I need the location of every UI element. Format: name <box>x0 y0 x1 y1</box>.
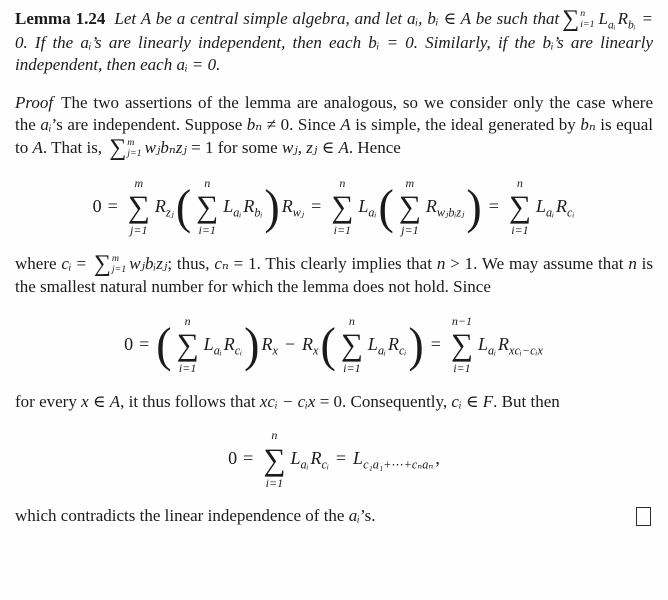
text-run: = 1 for some <box>186 137 282 157</box>
sum-limit-bottom: i=1 <box>511 223 529 238</box>
forevery-paragraph <box>15 391 653 413</box>
operator-base: L <box>290 448 301 469</box>
sum-limit-bottom: i=1 <box>333 223 352 238</box>
math-var: A <box>338 137 349 157</box>
equals-sign: = <box>139 333 150 354</box>
operator-R <box>388 333 406 357</box>
left-paren: ( <box>320 317 336 372</box>
sum-limit-bottom: j=1 <box>127 147 142 159</box>
sum-limit-top: n <box>204 175 211 190</box>
text-run: , it thus follows that <box>120 391 260 411</box>
operator-R <box>243 195 262 219</box>
sum-limit-top: m <box>111 252 120 264</box>
sum-limit-top: m <box>134 175 144 190</box>
operator-base: L <box>535 195 546 216</box>
operator-base: L <box>353 448 364 469</box>
display-sum <box>177 314 199 376</box>
operator-R <box>261 333 277 357</box>
sum-limit-bottom: i=1 <box>198 223 216 238</box>
operator-L <box>223 195 241 219</box>
math-var: wⱼbₙzⱼ <box>144 137 187 157</box>
sigma-icon: ∑ <box>263 441 286 477</box>
inline-sum <box>109 134 142 161</box>
operator-subscript: wⱼbᵢzⱼ <box>436 205 465 220</box>
sum-limit-top: n <box>516 175 523 190</box>
text-run: ∈ <box>317 137 339 157</box>
math-var: n <box>436 253 446 273</box>
sigma-icon: ∑ <box>340 327 363 363</box>
operator-base: L <box>477 333 488 354</box>
operator-base: R <box>281 195 293 216</box>
sigma-icon: ∑ <box>450 327 473 363</box>
sum-limit-bottom: j=1 <box>111 263 127 275</box>
operator-base: R <box>154 195 166 216</box>
right-paren: ) <box>244 317 260 372</box>
text-run: is the smallest natural number for which the lemma does not hold. Since <box>15 253 654 297</box>
right-paren: ) <box>408 317 424 372</box>
math-var: cᵢ <box>451 391 462 411</box>
text-run: for every <box>15 391 82 411</box>
operator-base: L <box>203 333 214 354</box>
text-run: where <box>15 253 62 273</box>
closing-line <box>15 505 653 527</box>
sum-limits <box>580 9 594 31</box>
text-run: ∈ <box>88 391 110 411</box>
operator-subscript: aᵢ <box>233 205 242 220</box>
sum-limit-top: n <box>339 175 346 190</box>
text-run: = 0. Consequently, <box>315 391 452 411</box>
math-token: 0 <box>124 333 134 354</box>
math-var: wⱼ, zⱼ <box>281 137 318 157</box>
right-paren: ) <box>466 179 482 233</box>
math-token: 0 <box>92 195 102 216</box>
sum-limits <box>112 254 126 276</box>
display-sum <box>509 176 531 238</box>
closing-paragraph <box>15 505 376 527</box>
text-run: which contradicts the linear independence of the <box>15 505 349 525</box>
math-var: aᵢ <box>40 115 52 135</box>
operator-base: R <box>302 333 314 354</box>
sum-limit-top: n <box>184 313 191 328</box>
operator-R <box>282 195 304 219</box>
math-var: aᵢ <box>348 505 360 525</box>
operator-base: R <box>556 195 568 216</box>
display-sum <box>451 314 473 376</box>
text-run: ∈ <box>461 391 483 411</box>
inline-sum <box>562 8 594 32</box>
sigma-icon: ∑ <box>398 189 421 225</box>
math-var: cᵢ <box>61 253 72 273</box>
text-run: . That is, <box>42 137 107 157</box>
sum-limit-top: n−1 <box>451 313 472 328</box>
equation-2 <box>15 314 653 376</box>
operator-subscript: wⱼ <box>292 205 305 220</box>
math-var: cₙ <box>214 253 229 273</box>
operator-L <box>598 9 616 32</box>
equation-3 <box>15 428 653 490</box>
operator-L <box>204 333 222 357</box>
operator-base: L <box>223 195 234 216</box>
sigma-icon: ∑ <box>176 327 199 363</box>
sum-limit-top: m <box>405 175 415 190</box>
sum-limit-bottom: i=1 <box>343 361 361 376</box>
display-sum <box>263 428 285 490</box>
sum-limit-top: n <box>580 8 586 20</box>
lemma-paragraph <box>15 8 653 77</box>
text-run: ’s are independent. Suppose <box>51 115 247 135</box>
proof-label: Proof <box>15 92 54 112</box>
math-var: F <box>482 391 494 411</box>
operator-R <box>311 447 329 471</box>
math-var: n <box>628 253 637 273</box>
operator-subscript: xcᵢ−cᵢx <box>509 343 543 358</box>
equals-sign: = <box>488 195 499 216</box>
sum-limit-bottom: i=1 <box>178 361 197 376</box>
sigma-icon: ∑ <box>508 189 531 225</box>
operator-subscript: c₁a₁+⋯+cₙaₙ <box>363 457 434 472</box>
equals-sign: = <box>430 333 441 354</box>
operator-L <box>353 447 433 471</box>
proof-paragraph <box>15 92 653 161</box>
display-sum <box>196 176 218 238</box>
operator-subscript: aᵢ <box>300 457 309 472</box>
text-run: ’s. <box>359 505 376 525</box>
operator-L <box>536 195 554 219</box>
where-paragraph <box>15 250 654 299</box>
sigma-icon: ∑ <box>127 189 150 225</box>
operator-subscript: cᵢ <box>567 205 575 220</box>
operator-subscript: aᵢ <box>487 343 497 358</box>
operator-R <box>155 195 174 219</box>
operator-L <box>478 333 496 357</box>
operator-base: R <box>310 448 322 469</box>
display-sum <box>341 314 363 376</box>
math-var: xcᵢ − cᵢx <box>259 391 316 411</box>
math-var: bₙ <box>246 115 263 135</box>
text-run: = 1. This clearly implies that <box>228 253 437 273</box>
text-run: The two assertions of the lemma are analogous, so we consider only the case where the <box>15 92 653 135</box>
math-var: A <box>340 115 351 135</box>
qed-box <box>636 507 651 526</box>
operator-L <box>358 195 376 219</box>
operator-subscript: x <box>272 343 278 358</box>
text-run: = 0. If the aᵢ’s are linearly independent, then each bᵢ = 0. Similarly, if the bᵢ’s are linearly independent, then each aᵢ = 0. <box>15 9 653 75</box>
operator-base: R <box>617 9 628 28</box>
operator-subscript: cᵢ <box>399 343 407 358</box>
display-sum <box>128 176 150 238</box>
operator-subscript: cᵢ <box>321 457 329 472</box>
operator-subscript: x <box>313 343 319 358</box>
minus-sign: − <box>284 333 296 354</box>
math-var: x <box>81 391 89 411</box>
operator-base: L <box>598 9 608 28</box>
operator-R <box>224 333 242 357</box>
sum-limit-bottom: i=1 <box>580 19 595 31</box>
left-paren: ( <box>156 317 172 372</box>
operator-base: R <box>425 195 437 216</box>
text-run: . But then <box>493 391 560 411</box>
text-run: Let A be a central simple algebra, and let aᵢ, bᵢ ∈ A be such that <box>114 9 560 28</box>
operator-base: R <box>223 333 235 354</box>
math-token: , <box>435 448 440 469</box>
sigma-icon: ∑ <box>93 250 111 277</box>
operator-subscript: aᵢ <box>213 343 222 358</box>
sum-limit-top: m <box>127 136 135 148</box>
operator-R <box>498 333 543 357</box>
operator-base: R <box>498 333 510 354</box>
operator-subscript: bᵢ <box>627 18 636 32</box>
text-run: ; thus, <box>167 253 215 273</box>
equals-sign: = <box>335 448 347 469</box>
operator-base: L <box>367 333 378 354</box>
inline-sum <box>93 250 127 277</box>
equation-1 <box>15 176 653 238</box>
math-token: 0 <box>228 448 238 469</box>
sigma-icon: ∑ <box>196 189 219 225</box>
text-run: is simple, the ideal generated by <box>350 115 581 135</box>
math-var: bₙ <box>580 115 596 135</box>
operator-subscript: aᵢ <box>607 18 616 32</box>
sum-limit-bottom: i=1 <box>453 361 471 376</box>
operator-subscript: bᵢ <box>254 205 263 220</box>
sum-limit-top: n <box>348 313 355 328</box>
text-run: > 1. We may assume that <box>445 253 629 273</box>
operator-base: R <box>261 333 273 354</box>
operator-subscript: cᵢ <box>234 343 243 358</box>
math-var: A <box>32 137 43 157</box>
left-paren: ( <box>175 179 192 233</box>
text-run: is equal to <box>15 115 653 157</box>
text-run: ≠ 0. Since <box>262 115 341 135</box>
display-sum <box>331 176 353 238</box>
operator-subscript: aᵢ <box>377 343 386 358</box>
right-paren: ) <box>264 179 280 233</box>
sigma-icon: ∑ <box>562 6 580 33</box>
operator-subscript: zⱼ <box>165 205 174 220</box>
sum-limits <box>127 138 141 160</box>
math-var: wⱼbᵢzⱼ <box>129 253 168 273</box>
operator-base: R <box>388 333 399 354</box>
text-run: . Hence <box>348 137 401 157</box>
sum-limit-bottom: j=1 <box>130 223 148 238</box>
sigma-icon: ∑ <box>331 189 354 225</box>
sum-limit-bottom: i=1 <box>265 475 284 490</box>
math-var: A <box>109 391 121 411</box>
text-run: = <box>71 253 91 273</box>
operator-subscript: aᵢ <box>368 205 377 220</box>
left-paren: ( <box>378 179 394 233</box>
operator-R <box>617 9 636 32</box>
sigma-icon: ∑ <box>109 134 127 161</box>
lemma-heading: Lemma 1.24 <box>15 9 106 28</box>
operator-base: R <box>243 195 255 216</box>
sum-limit-top: n <box>271 428 278 443</box>
equals-sign: = <box>107 195 118 216</box>
sum-limit-bottom: j=1 <box>401 223 419 238</box>
operator-L <box>290 447 308 471</box>
equals-sign: = <box>311 195 322 216</box>
operator-R <box>302 333 318 357</box>
operator-subscript: aᵢ <box>545 205 555 220</box>
operator-base: L <box>358 195 369 216</box>
operator-R <box>556 195 574 219</box>
operator-L <box>368 333 386 357</box>
display-sum <box>399 176 421 238</box>
operator-R <box>426 195 464 219</box>
equals-sign: = <box>243 448 254 469</box>
